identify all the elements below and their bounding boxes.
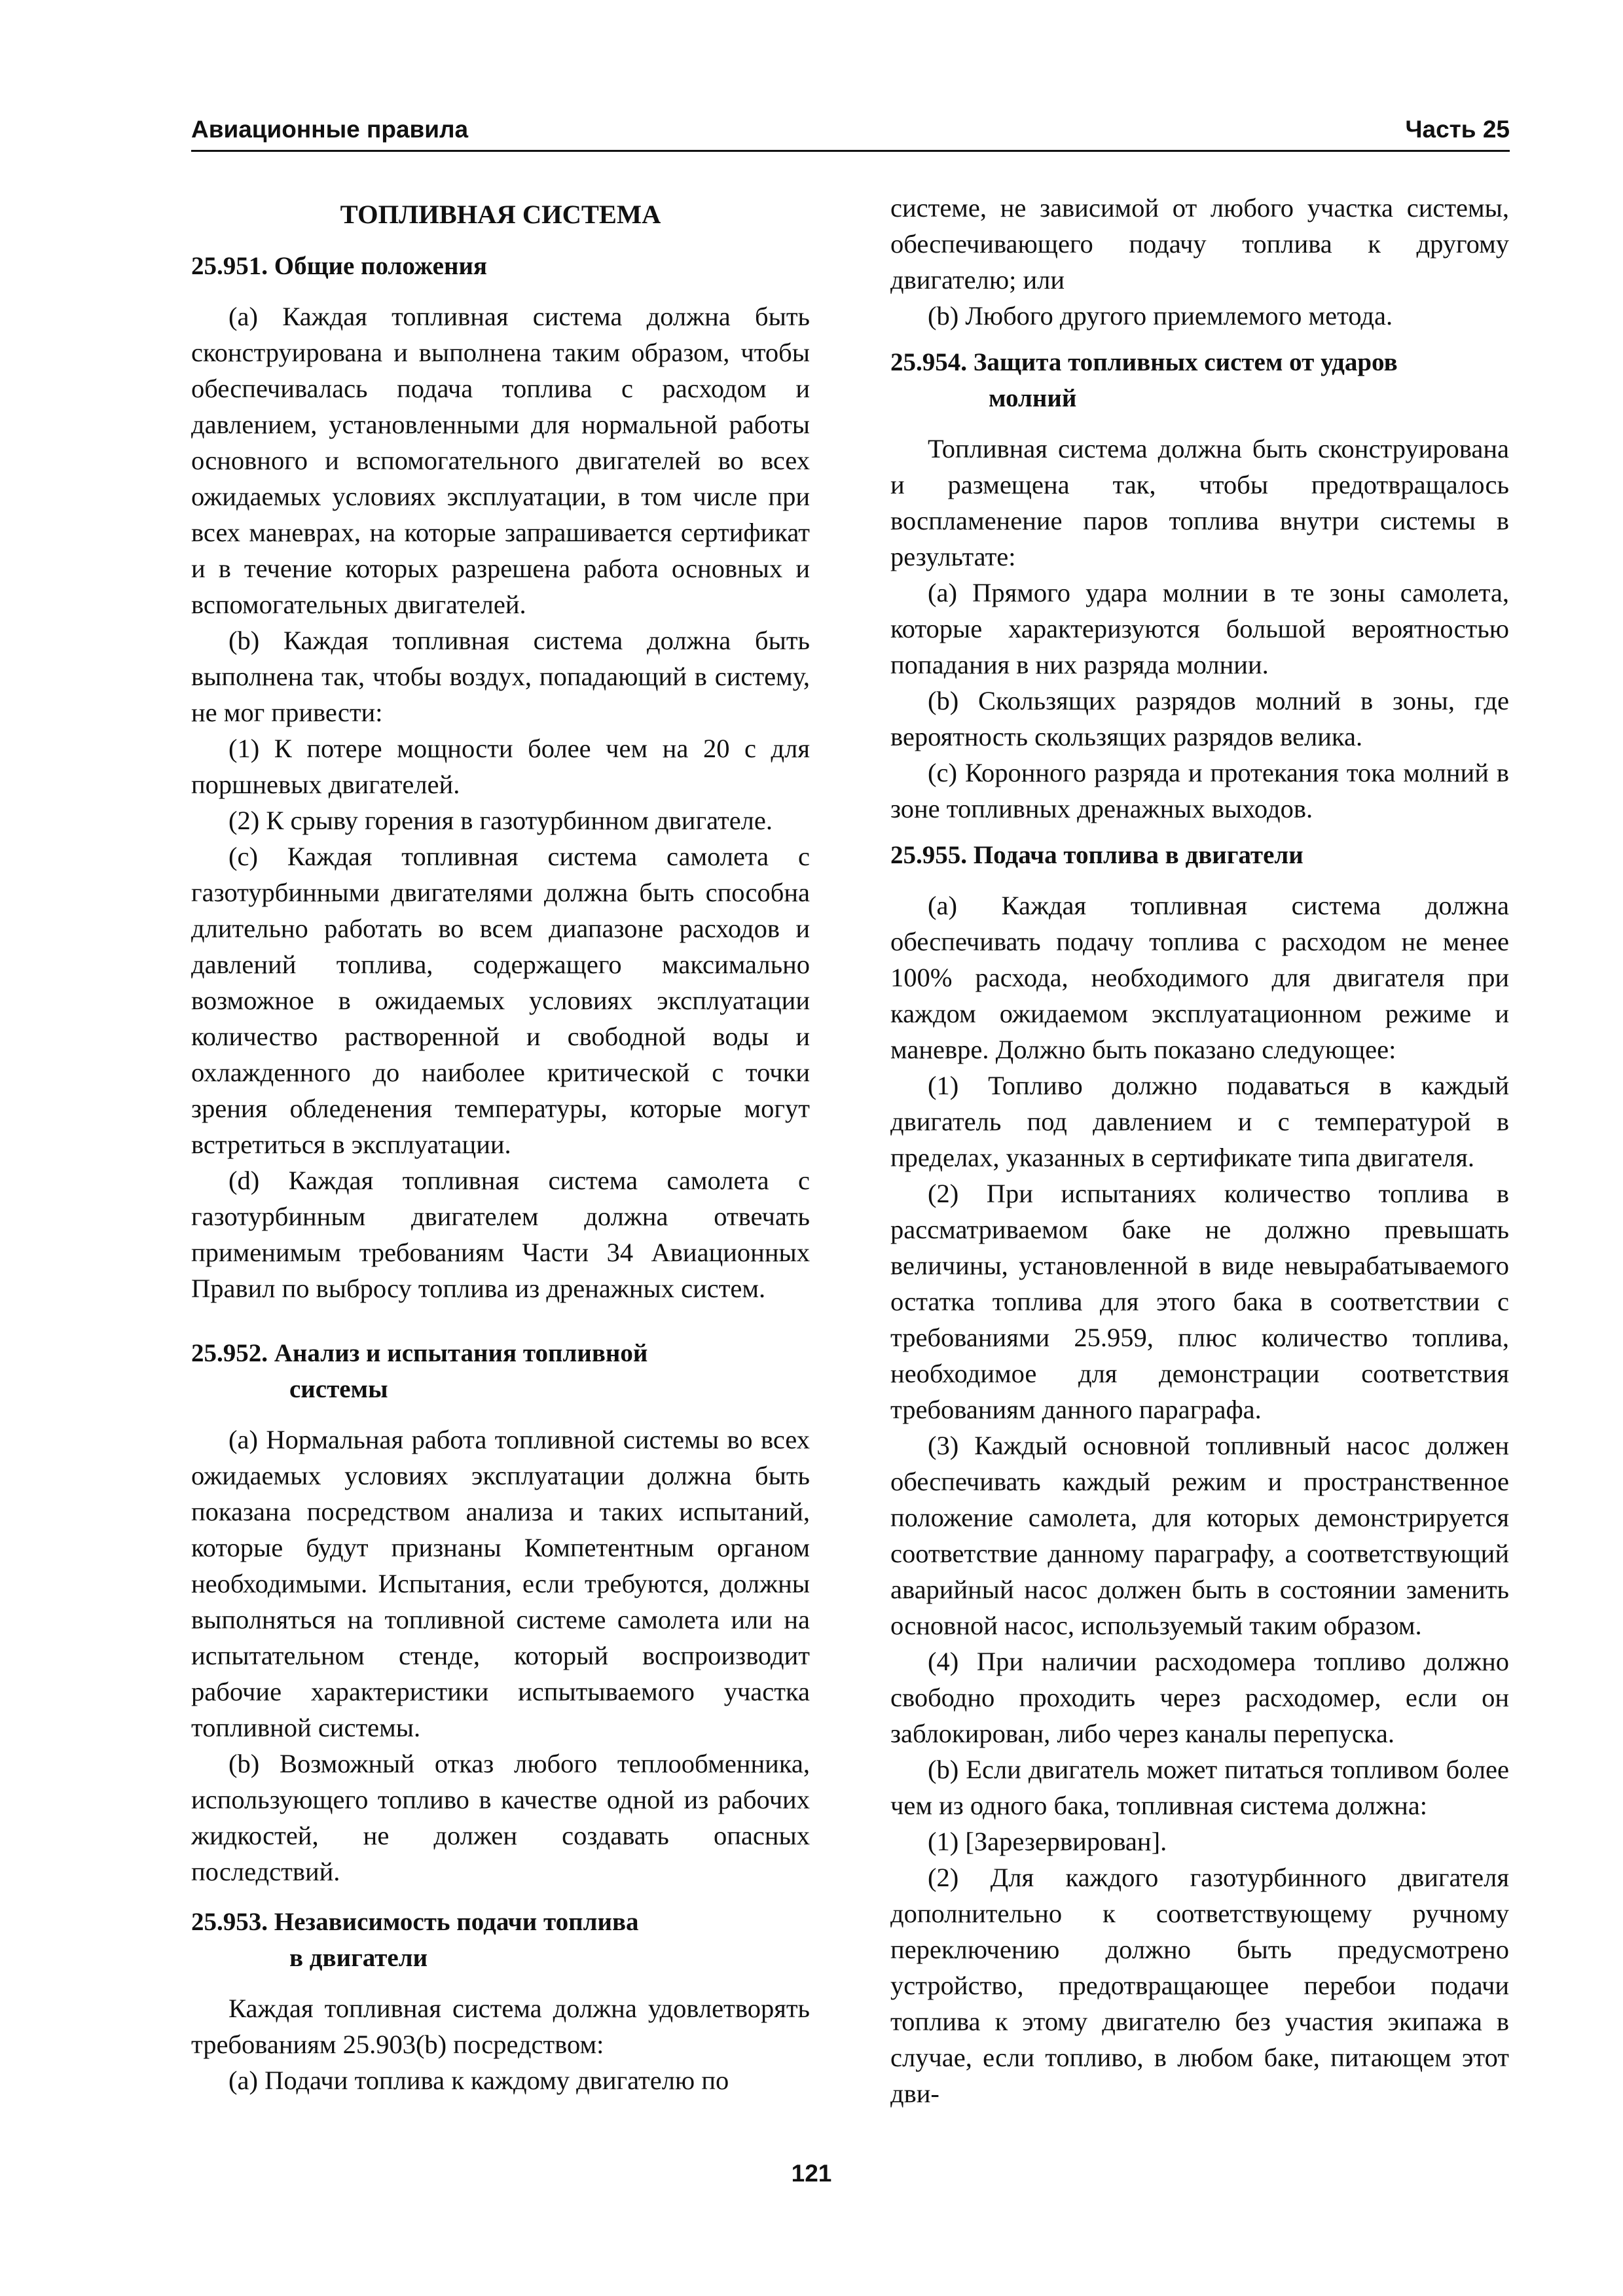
section-heading-25-951: 25.951. Общие положения [191,252,488,280]
paragraph: (b) Каждая топливная система должна быть выполнена так, чтобы воздух, попадающий в систему, не мог привести: [191,626,810,727]
paragraph: (2) Для каждого газотурбинного двигателя дополнительно к соответствующему ручному переключению должно быть предусмотрено устройство, предотвращающее перебои подачи топлива к этому двигателю без участия экипажа в случае, если топливо, в любом баке, питающем этот дви- [890,1863,1509,2108]
paragraph: (a) Нормальная работа топливной системы во всех ожидаемых условиях эксплуатации должна быть показана посредством анализа и таких испытаний, которые будут признаны Компетентным органом необходимыми. Испытания, если требуются, должны выполняться на топливной системе самолета или на испытательном стенде, который воспроизводит рабочие характеристики испытываемого участка топливной системы. [191,1425,810,1742]
section-heading-25-953: 25.953. Независимость подачи топлива в двигатели [191,1908,639,1972]
paragraph: (a) Прямого удара молнии в те зоны самолета, которые характеризуются большой вероятностью попадания в них разряда молнии. [890,578,1509,679]
paragraph: (d) Каждая топливная система самолета с газотурбинным двигателем должна отвечать применимым требованиям Части 34 Авиационных Правил по выбросу топлива из дренажных систем. [191,1166,810,1303]
paragraph: (1) Топливо должно подаваться в каждый двигатель под давлением и с температурой в пределах, указанных в сертификате типа двигателя. [890,1071,1509,1172]
paragraph: (b) Если двигатель может питаться топливом более чем из одного бака, топливная система должна: [890,1755,1509,1820]
paragraph: (1) [Зарезервирован]. [928,1827,1167,1856]
section-heading-25-955: 25.955. Подача топлива в двигатели [890,841,1304,869]
section-heading-25-952: 25.952. Анализ и испытания топливной системы [191,1339,648,1403]
paragraph: (3) Каждый основной топливный насос должен обеспечивать каждый режим и пространственное положение самолета, для которых демонстрируется соответствие данному параграфу, а соответствующий аварийный насос должен быть в состоянии заменить основной насос, используемый таким образом. [890,1431,1509,1640]
paragraph: (b) Любого другого приемлемого метода. [928,301,1393,331]
page-number: 121 [791,2160,832,2187]
paragraph: (2) К срыву горения в газотурбинном двигателе. [228,806,773,835]
running-header [191,115,1510,152]
section-heading-25-954: 25.954. Защита топливных систем от ударов молний [890,348,1398,412]
paragraph: (c) Каждая топливная система самолета с газотурбинными двигателями должна быть способна длительно работать во всем диапазоне расходов и давлений топлива, содержащего максимально возможное в ожидаемых условиях эксплуатации количество растворенной и свободной воды и охлажденного до наиболее критической с точки зрения обледенения температуры, которые могут встретиться в эксплуатации. [191,842,810,1159]
paragraph: Топливная система должна быть сконструирована и размещена так, чтобы предотвращалось воспламенение паров топлива внутри системы в результате: [890,434,1509,571]
paragraph: (a) Каждая топливная система должна обеспечивать подачу топлива с расходом не менее 100% расхода, необходимого для двигателя при каждом ожидаемом эксплуатационном режиме и маневре. Должно быть показано следующее: [890,891,1509,1064]
paragraph: (a) Подачи топлива к каждому двигателю по [228,2066,729,2095]
paragraph: (b) Скользящих разрядов молний в зоны, где вероятность скользящих разрядов велика. [890,686,1509,751]
paragraph: (a) Каждая топливная система должна быть сконструирована и выполнена таким образом, чтобы обеспечивалась подача топлива с расходом и давлением, установленными для нормальной работы основного и вспомогательного двигателей во всех ожидаемых условиях эксплуатации, в том числе при всех маневрах, на которые запрашивается сертификат и в течение которых разрешена работа основных и вспомогательных двигателей. [191,302,810,619]
chapter-title: ТОПЛИВНАЯ СИСТЕМА [340,200,661,229]
paragraph: (1) К потере мощности более чем на 20 с для поршневых двигателей. [191,734,810,799]
paragraph: (4) При наличии расходомера топливо должно свободно проходить через расходомер, если он заблокирован, либо через каналы перепуска. [890,1647,1509,1748]
header-title: Авиационные правила [191,116,469,143]
paragraph: системе, не зависимой от любого участка системы, обеспечивающего подачу топлива к другому двигателю; или [890,193,1509,295]
right-column [890,190,1509,2111]
paragraph: Каждая топливная система должна удовлетворять требованиям 25.903(b) посредством: [191,1994,810,2059]
paragraph: (2) При испытаниях количество топлива в рассматриваемом баке не должно превышать величины, установленной в виде невырабатываемого остатка топлива для этого бака в соответствии с требованиями 25.959, плюс количество топлива, необходимое для демонстрации соответствия требованиям данного параграфа. [890,1179,1509,1424]
paragraph: (b) Возможный отказ любого теплообменника, использующего топливо в качестве одной из рабочих жидкостей, не должен создавать опасных последствий. [191,1749,810,1886]
left-column [191,190,810,2098]
paragraph: (c) Коронного разряда и протекания тока молний в зоне топливных дренажных выходов. [890,758,1509,823]
header-part: Часть 25 [1405,116,1510,143]
